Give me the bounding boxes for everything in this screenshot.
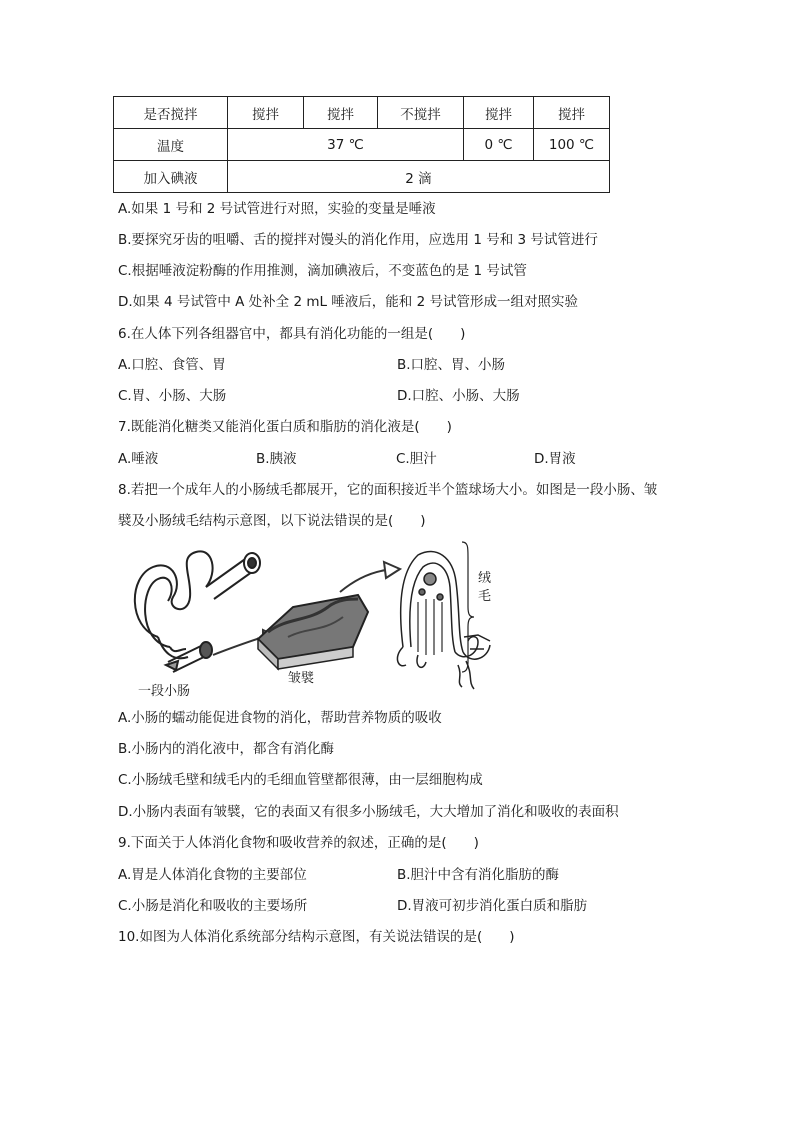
table-cell: 搅拌 (228, 97, 304, 129)
q8-stem-line2: 襞及小肠绒毛结构示意图，以下说法错误的是( ) (118, 513, 426, 529)
q7-option-b: B.胰液 (256, 451, 297, 467)
q6-option-a: A.口腔、食管、胃 (118, 357, 226, 373)
experiment-table (113, 96, 610, 193)
q7-option-a: A.唾液 (118, 451, 159, 467)
q8-option-a: A.小肠的蠕动能促进食物的消化，帮助营养物质的吸收 (118, 710, 442, 726)
q6-option-c: C.胃、小肠、大肠 (118, 388, 227, 404)
q9-option-a: A.胃是人体消化食物的主要部位 (118, 867, 307, 883)
q7-option-c: C.胆汁 (396, 451, 437, 467)
intestine-label: 一段小肠 (138, 684, 191, 699)
q9-option-d: D.胃液可初步消化蛋白质和脂肪 (397, 898, 588, 914)
table-cell: 是否搅拌 (114, 97, 228, 129)
table-cell: 搅拌 (464, 97, 534, 129)
table-cell: 100 ℃ (534, 129, 610, 161)
q7-stem: 7.既能消化糖类又能消化蛋白质和脂肪的消化液是( ) (118, 419, 452, 435)
table-row (114, 97, 610, 129)
q5-option-c: C.根据唾液淀粉酶的作用推测，滴加碘液后，不变蓝色的是 1 号试管 (118, 263, 527, 279)
table-cell: 搅拌 (304, 97, 378, 129)
villus-label-1: 绒 (478, 571, 492, 586)
q8-option-d: D.小肠内表面有皱襞，它的表面又有很多小肠绒毛，大大增加了消化和吸收的表面积 (118, 804, 619, 820)
q8-option-b: B.小肠内的消化液中，都含有消化酶 (118, 741, 335, 757)
table-cell: 0 ℃ (464, 129, 534, 161)
q5-option-b: B.要探究牙齿的咀嚼、舌的搅拌对馒头的消化作用，应选用 1 号和 3 号试管进行 (118, 232, 598, 248)
table-cell: 加入碘液 (114, 161, 228, 193)
q9-option-c: C.小肠是消化和吸收的主要场所 (118, 898, 308, 914)
intestine-structure-figure (118, 537, 498, 702)
table-row (114, 161, 610, 193)
intestine-segment (135, 551, 260, 672)
q9-stem: 9.下面关于人体消化食物和吸收营养的叙述，正确的是( ) (118, 835, 479, 851)
villus-label-2: 毛 (478, 589, 492, 604)
table-row (114, 129, 610, 161)
q7-option-d: D.胃液 (534, 451, 576, 467)
table-cell: 不搅拌 (378, 97, 464, 129)
fold-label: 皱襞 (288, 671, 315, 686)
q5-option-a: A.如果 1 号和 2 号试管进行对照，实验的变量是唾液 (118, 201, 436, 217)
table-cell: 温度 (114, 129, 228, 161)
arrow-icon (340, 562, 400, 592)
table-cell: 2 滴 (228, 161, 610, 193)
villus (397, 551, 490, 689)
q5-option-d: D.如果 4 号试管中 A 处补全 2 mL 唾液后，能和 2 号试管形成一组对照实验 (118, 294, 578, 310)
q8-option-c: C.小肠绒毛壁和绒毛内的毛细血管壁都很薄，由一层细胞构成 (118, 772, 483, 788)
q10-stem: 10.如图为人体消化系统部分结构示意图，有关说法错误的是( ) (118, 929, 515, 945)
fold-block (258, 595, 368, 669)
q6-option-d: D.口腔、小肠、大肠 (397, 388, 520, 404)
q6-option-b: B.口腔、胃、小肠 (397, 357, 506, 373)
q9-option-b: B.胆汁中含有消化脂肪的酶 (397, 867, 560, 883)
table-cell: 搅拌 (534, 97, 610, 129)
q6-stem: 6.在人体下列各组器官中，都具有消化功能的一组是( ) (118, 326, 466, 342)
table-cell: 37 ℃ (228, 129, 464, 161)
q8-stem-line1: 8.若把一个成年人的小肠绒毛都展开，它的面积接近半个篮球场大小。如图是一段小肠、皱 (118, 482, 658, 498)
